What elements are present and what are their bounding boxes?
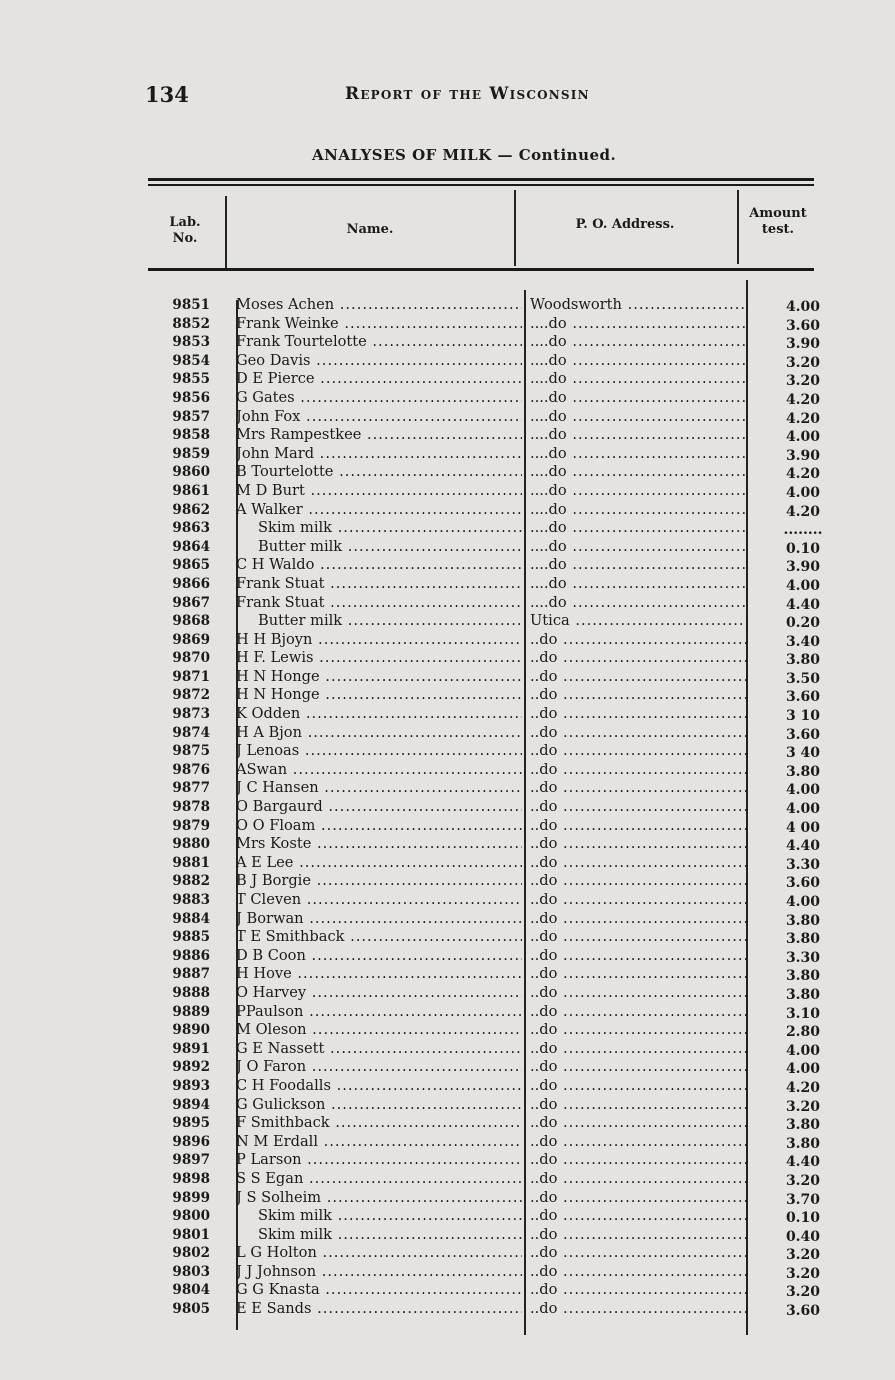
- amount-test: 3.80: [785, 931, 821, 948]
- table-row: [148, 928, 848, 947]
- lab-number: 9859: [172, 445, 210, 462]
- table-title: ANALYSES OF MILK — Continued.: [312, 146, 617, 164]
- post-office-address: ..do .....: [530, 1040, 748, 1059]
- table-row: [148, 389, 848, 408]
- post-office-address: ....do .....: [530, 426, 748, 445]
- post-office-address: ....do .....: [530, 352, 748, 371]
- table-row: [148, 1300, 848, 1319]
- lab-number: 9896: [172, 1133, 210, 1150]
- table-row: [148, 668, 848, 687]
- amount-test: 3.10: [785, 1005, 821, 1022]
- running-head: Report of the Wisconsin: [345, 84, 590, 104]
- table-row: [148, 872, 848, 891]
- post-office-address: ....do .....: [530, 445, 748, 464]
- post-office-address: ..do .....: [530, 1263, 748, 1282]
- lab-number: 9869: [172, 631, 210, 648]
- table-row: [148, 1058, 848, 1077]
- amount-test: 3.20: [785, 1265, 821, 1282]
- amount-test: 0.10: [785, 1210, 821, 1227]
- sample-name: John Mard .....: [236, 445, 522, 464]
- post-office-address: ..do .....: [530, 835, 748, 854]
- lab-number: 9894: [172, 1096, 210, 1113]
- table-row: [148, 947, 848, 966]
- table-body: [148, 296, 848, 1319]
- sample-name: H A Bjon .....: [236, 724, 522, 743]
- lab-number: 9874: [172, 724, 210, 741]
- table-row: [148, 1263, 848, 1282]
- lab-number: 9851: [172, 297, 210, 313]
- table-row: [148, 519, 848, 538]
- amount-test: 3 40: [785, 745, 821, 762]
- sample-name: D B Coon .....: [236, 947, 522, 966]
- post-office-address: ....do .....: [530, 315, 748, 334]
- sample-name: M Oleson .....: [236, 1021, 522, 1040]
- column-header-name: Name.: [346, 222, 394, 237]
- lab-number: 9805: [172, 1301, 210, 1318]
- table-row: [148, 296, 848, 315]
- table-row: [148, 538, 848, 557]
- lab-number: 9856: [172, 389, 210, 406]
- sample-name: J J Johnson .....: [236, 1263, 522, 1282]
- table-row: [148, 463, 848, 482]
- post-office-address: ..do .....: [530, 1096, 748, 1115]
- post-office-address: ..do .....: [530, 631, 748, 650]
- amount-test: 4.40: [785, 838, 821, 855]
- post-office-address: ..do .....: [530, 1281, 748, 1300]
- sample-name: John Fox .....: [236, 408, 522, 427]
- lab-number: 9865: [172, 557, 210, 574]
- lab-number: 9886: [172, 947, 210, 964]
- sample-name: Mrs Koste .....: [236, 835, 522, 854]
- post-office-address: ..do .....: [530, 1170, 748, 1189]
- lab-number: 9875: [172, 743, 210, 760]
- post-office-address: ..do .....: [530, 1021, 748, 1040]
- post-office-address: Woodsworth .....: [530, 296, 748, 315]
- table-row: [148, 686, 848, 705]
- post-office-address: ..do .....: [530, 984, 748, 1003]
- post-office-address: ..do .....: [530, 742, 748, 761]
- post-office-address: ..do .....: [530, 891, 748, 910]
- post-office-address: ..do .....: [530, 817, 748, 836]
- sample-name: G Gates .....: [236, 389, 522, 408]
- lab-number: 9882: [172, 873, 210, 890]
- amount-test: 3.80: [785, 912, 821, 929]
- lab-number: 9897: [172, 1152, 210, 1169]
- amount-test: 4.20: [785, 1079, 821, 1096]
- sample-name: E E Sands .....: [236, 1300, 522, 1319]
- lab-number: 9861: [172, 482, 210, 499]
- post-office-address: ..do .....: [530, 724, 748, 743]
- sample-name: C H Waldo .....: [236, 556, 522, 575]
- lab-number: 9891: [172, 1040, 210, 1057]
- table-row: [148, 408, 848, 427]
- amount-test: 3.50: [785, 670, 821, 687]
- amount-test: 4.00: [785, 577, 821, 594]
- post-office-address: ....do .....: [530, 333, 748, 352]
- amount-test: 4.40: [785, 1154, 821, 1171]
- sample-name: J C Hansen .....: [236, 779, 522, 798]
- sample-name: H N Honge .....: [236, 686, 522, 705]
- table-row: [148, 798, 848, 817]
- lab-number: 9866: [172, 575, 210, 592]
- table-row: [148, 594, 848, 613]
- amount-test: 3.80: [785, 652, 821, 669]
- sample-name: Frank Weinke .....: [236, 315, 522, 334]
- amount-test: 4.00: [785, 1061, 821, 1078]
- amount-test: 3.40: [785, 633, 821, 650]
- lab-number: 9860: [172, 464, 210, 481]
- table-row: [148, 1207, 848, 1226]
- table-row: [148, 1151, 848, 1170]
- lab-number: 9867: [172, 594, 210, 611]
- sample-name: Skim milk .....: [236, 1226, 522, 1245]
- table-row: [148, 501, 848, 520]
- post-office-address: ....do .....: [530, 408, 748, 427]
- amount-test: 3 10: [785, 708, 821, 725]
- post-office-address: ..do .....: [530, 686, 748, 705]
- lab-number: 9873: [172, 706, 210, 723]
- post-office-address: ..do .....: [530, 1077, 748, 1096]
- post-office-address: ..do .....: [530, 798, 748, 817]
- lab-number: 8852: [172, 315, 210, 332]
- sample-name: S S Egan .....: [236, 1170, 522, 1189]
- amount-test: 0.20: [785, 615, 821, 632]
- sample-name: A Walker .....: [236, 501, 522, 520]
- amount-test: 3.90: [785, 559, 821, 576]
- table-row: [148, 984, 848, 1003]
- sample-name: H H Bjoyn .....: [236, 631, 522, 650]
- post-office-address: ..do .....: [530, 1003, 748, 1022]
- lab-number: 9892: [172, 1059, 210, 1076]
- amount-test: ........: [783, 522, 823, 539]
- amount-test: 4.00: [785, 429, 821, 446]
- post-office-address: Utica .....: [530, 612, 748, 631]
- sample-name: G E Nassett .....: [236, 1040, 522, 1059]
- amount-test: 4.40: [785, 596, 821, 613]
- lab-number: 9887: [172, 966, 210, 983]
- lab-number: 9893: [172, 1077, 210, 1094]
- sample-name: Mrs Rampestkee .....: [236, 426, 522, 445]
- sample-name: Moses Achen .....: [236, 296, 522, 315]
- sample-name: ASwan .....: [236, 761, 522, 780]
- amount-test: 3.70: [785, 1191, 821, 1208]
- amount-test: 4.00: [785, 299, 821, 315]
- post-office-address: ..do .....: [530, 1244, 748, 1263]
- table-row: [148, 612, 848, 631]
- sample-name: G Gulickson .....: [236, 1096, 522, 1115]
- amount-test: 3.60: [785, 875, 821, 892]
- lab-number: 9853: [172, 334, 210, 351]
- lab-number: 9899: [172, 1189, 210, 1206]
- sample-name: Butter milk .....: [236, 612, 522, 631]
- amount-test: 3.90: [785, 336, 821, 353]
- table-row: [148, 370, 848, 389]
- lab-number: 9857: [172, 408, 210, 425]
- table-row: [148, 705, 848, 724]
- table-row: [148, 333, 848, 352]
- amount-test: 4.20: [785, 466, 821, 483]
- table-row: [148, 1133, 848, 1152]
- column-header-amount: Amount test.: [749, 206, 807, 237]
- amount-test: 3.80: [785, 763, 821, 780]
- table-row: [148, 835, 848, 854]
- post-office-address: ..do .....: [530, 1207, 748, 1226]
- sample-name: M D Burt .....: [236, 482, 522, 501]
- lab-number: 9883: [172, 892, 210, 908]
- lab-number: 9878: [172, 799, 210, 816]
- lab-number: 9898: [172, 1170, 210, 1187]
- amount-test: 4.00: [785, 782, 821, 799]
- column-header-lab-no: Lab. No.: [169, 215, 201, 246]
- sample-name: N M Erdall .....: [236, 1133, 522, 1152]
- amount-test: 3.30: [785, 856, 821, 873]
- lab-number: 9854: [172, 352, 210, 369]
- post-office-address: ..do .....: [530, 649, 748, 668]
- table-row: [148, 1114, 848, 1133]
- post-office-address: ..do .....: [530, 854, 748, 873]
- table-row: [148, 352, 848, 371]
- lab-number: 9863: [172, 520, 210, 537]
- post-office-address: ..do .....: [530, 1226, 748, 1245]
- table-row: [148, 891, 848, 910]
- post-office-address: ..do .....: [530, 705, 748, 724]
- sample-name: A E Lee .....: [236, 854, 522, 873]
- sample-name: Frank Stuat .....: [236, 594, 522, 613]
- table-row: [148, 482, 848, 501]
- amount-test: 3.90: [785, 447, 821, 464]
- post-office-address: ..do .....: [530, 1058, 748, 1077]
- sample-name: B J Borgie .....: [236, 872, 522, 891]
- table-row: [148, 724, 848, 743]
- amount-test: 3.20: [785, 373, 821, 390]
- lab-number: 9804: [172, 1282, 210, 1299]
- table-row: [148, 1003, 848, 1022]
- sample-name: H Hove .....: [236, 965, 522, 984]
- sample-name: Skim milk .....: [236, 1207, 522, 1226]
- post-office-address: ..do .....: [530, 928, 748, 947]
- post-office-address: ....do .....: [530, 594, 748, 613]
- amount-test: 3.20: [785, 1284, 821, 1301]
- table-row: [148, 761, 848, 780]
- post-office-address: ..do .....: [530, 965, 748, 984]
- post-office-address: ..do .....: [530, 668, 748, 687]
- lab-number: 9862: [172, 501, 210, 518]
- header-bottom-rule: [148, 268, 814, 271]
- post-office-address: ..do .....: [530, 761, 748, 780]
- amount-test: 4.20: [785, 503, 821, 520]
- lab-number: 9864: [172, 538, 210, 555]
- post-office-address: ..do .....: [530, 910, 748, 929]
- post-office-address: ..do .....: [530, 1151, 748, 1170]
- lab-number: 9880: [172, 836, 210, 853]
- page-number: 134: [145, 82, 189, 107]
- amount-test: 3.20: [785, 1247, 821, 1264]
- amount-test: 4.20: [785, 391, 821, 408]
- sample-name: O O Floam .....: [236, 817, 522, 836]
- post-office-address: ....do .....: [530, 482, 748, 501]
- sample-name: L G Holton .....: [236, 1244, 522, 1263]
- sample-name: Skim milk .....: [236, 519, 522, 538]
- lab-number: 9858: [172, 427, 210, 444]
- amount-test: 3.20: [785, 354, 821, 371]
- header-divider-1: [225, 196, 227, 268]
- amount-test: 3.60: [785, 726, 821, 743]
- table-row: [148, 649, 848, 668]
- lab-number: 9884: [172, 910, 210, 927]
- post-office-address: ..do .....: [530, 1133, 748, 1152]
- lab-number: 9885: [172, 929, 210, 946]
- amount-test: 0.10: [785, 540, 821, 557]
- lab-number: 9802: [172, 1245, 210, 1262]
- amount-test: 3.60: [785, 689, 821, 706]
- lab-number: 9855: [172, 371, 210, 388]
- post-office-address: ....do .....: [530, 519, 748, 538]
- lab-number: 9879: [172, 817, 210, 834]
- post-office-address: ....do .....: [530, 389, 748, 408]
- table-row: [148, 779, 848, 798]
- post-office-address: ..do .....: [530, 1189, 748, 1208]
- table-row: [148, 445, 848, 464]
- page-header: [145, 82, 625, 112]
- lab-number: 9872: [172, 687, 210, 704]
- table-row: [148, 1021, 848, 1040]
- sample-name: J O Faron .....: [236, 1058, 522, 1077]
- amount-test: 0.40: [785, 1228, 821, 1245]
- sample-name: H F. Lewis .....: [236, 649, 522, 668]
- table-row: [148, 1170, 848, 1189]
- lab-number: 9803: [172, 1263, 210, 1280]
- amount-test: 3.80: [785, 986, 821, 1003]
- post-office-address: ..do .....: [530, 1114, 748, 1133]
- amount-test: 4.00: [785, 894, 821, 910]
- table-row: [148, 965, 848, 984]
- lab-number: 9870: [172, 650, 210, 667]
- sample-name: C H Foodalls .....: [236, 1077, 522, 1096]
- amount-test: 3.20: [785, 1172, 821, 1189]
- sample-name: B Tourtelotte .....: [236, 463, 522, 482]
- lab-number: 9889: [172, 1003, 210, 1020]
- lab-number: 9800: [172, 1208, 210, 1225]
- post-office-address: ....do .....: [530, 538, 748, 557]
- sample-name: Frank Stuat .....: [236, 575, 522, 594]
- sample-name: D E Pierce .....: [236, 370, 522, 389]
- table-row: [148, 631, 848, 650]
- amount-test: 4.20: [785, 410, 821, 427]
- amount-test: 2.80: [785, 1024, 821, 1041]
- lab-number: 9890: [172, 1022, 210, 1039]
- amount-test: 4.00: [785, 801, 821, 818]
- post-office-address: ....do .....: [530, 370, 748, 389]
- post-office-address: ....do .....: [530, 501, 748, 520]
- amount-test: 4.00: [785, 1042, 821, 1059]
- table-row: [148, 1040, 848, 1059]
- sample-name: G G Knasta .....: [236, 1281, 522, 1300]
- sample-name: H N Honge .....: [236, 668, 522, 687]
- sample-name: PPaulson .....: [236, 1003, 522, 1022]
- post-office-address: ..do .....: [530, 947, 748, 966]
- amount-test: 4 00: [785, 819, 821, 836]
- sample-name: T E Smithback .....: [236, 928, 522, 947]
- table-row: [148, 315, 848, 334]
- amount-test: 3.80: [785, 968, 821, 985]
- amount-test: 3.20: [785, 1098, 821, 1115]
- sample-name: Butter milk .....: [236, 538, 522, 557]
- table-row: [148, 742, 848, 761]
- amount-test: 4.00: [785, 484, 821, 501]
- post-office-address: ..do .....: [530, 872, 748, 891]
- lab-number: 9877: [172, 780, 210, 797]
- sample-name: O Harvey .....: [236, 984, 522, 1003]
- amount-test: 3.30: [785, 949, 821, 966]
- table-row: [148, 1244, 848, 1263]
- table-row: [148, 910, 848, 929]
- lab-number: 9876: [172, 761, 210, 778]
- post-office-address: ..do .....: [530, 1300, 748, 1319]
- lab-number: 9895: [172, 1115, 210, 1132]
- sample-name: F Smithback .....: [236, 1114, 522, 1133]
- header-divider-2: [514, 190, 516, 266]
- top-rule-thick: [148, 178, 814, 181]
- post-office-address: ....do .....: [530, 463, 748, 482]
- sample-name: K Odden .....: [236, 705, 522, 724]
- post-office-address: ....do .....: [530, 556, 748, 575]
- sample-name: Geo Davis .....: [236, 352, 522, 371]
- sample-name: T Cleven .....: [236, 891, 522, 910]
- table-row: [148, 1189, 848, 1208]
- top-rule-thin: [148, 184, 814, 186]
- post-office-address: ....do .....: [530, 575, 748, 594]
- sample-name: J Borwan .....: [236, 910, 522, 929]
- table-row: [148, 1226, 848, 1245]
- sample-name: J S Solheim .....: [236, 1189, 522, 1208]
- sample-name: P Larson .....: [236, 1151, 522, 1170]
- table-row: [148, 1077, 848, 1096]
- table-row: [148, 1281, 848, 1300]
- table-row: [148, 426, 848, 445]
- table-row: [148, 556, 848, 575]
- lab-number: 9868: [172, 613, 210, 630]
- header-divider-3: [737, 190, 739, 264]
- table-row: [148, 854, 848, 873]
- post-office-address: ..do .....: [530, 779, 748, 798]
- lab-number: 9881: [172, 854, 210, 871]
- table-row: [148, 575, 848, 594]
- table-row: [148, 1096, 848, 1115]
- lab-number: 9801: [172, 1226, 210, 1243]
- column-header-address: P. O. Address.: [575, 217, 675, 232]
- sample-name: J Lenoas .....: [236, 742, 522, 761]
- amount-test: 3.60: [785, 317, 821, 334]
- lab-number: 9871: [172, 668, 210, 685]
- amount-test: 3.80: [785, 1135, 821, 1152]
- sample-name: Frank Tourtelotte .....: [236, 333, 522, 352]
- amount-test: 3.80: [785, 1117, 821, 1134]
- table-row: [148, 817, 848, 836]
- amount-test: 3.60: [785, 1303, 821, 1320]
- sample-name: O Bargaurd .....: [236, 798, 522, 817]
- lab-number: 9888: [172, 984, 210, 1001]
